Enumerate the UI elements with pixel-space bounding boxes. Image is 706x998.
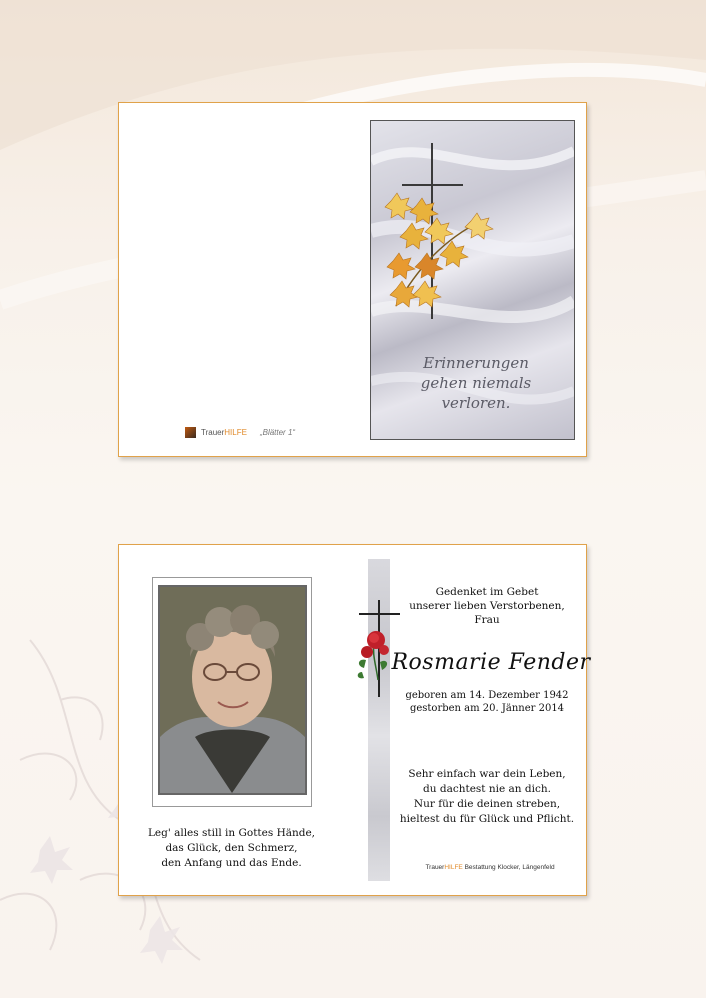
rose-icon — [358, 631, 389, 680]
front-back-card — [118, 102, 587, 457]
birth-date: geboren am 14. Dezember 1942 — [405, 690, 569, 701]
quote-line: Erinnerungen — [423, 354, 529, 372]
life-dates — [397, 689, 577, 715]
verse-line: Leg' alles still in Gottes Hände, — [147, 827, 316, 839]
intro-line: unserer lieben Verstorbenen, — [409, 600, 565, 612]
verse-line: das Glück, den Schmerz, — [165, 842, 298, 854]
intro-text — [397, 585, 577, 627]
poem-line: hieltest du für Glück und Pflicht. — [399, 813, 575, 825]
cover-quote — [391, 353, 561, 413]
brand-logo-icon — [185, 427, 196, 438]
portrait-illustration — [160, 587, 305, 793]
quote-line: gehen niemals — [420, 374, 532, 392]
portrait-photo — [158, 585, 307, 795]
poem — [397, 767, 577, 827]
item-code: „Blätter 1“ — [259, 427, 296, 437]
cover-image — [370, 120, 575, 440]
inside-card — [118, 544, 591, 896]
verse-line: den Anfang und das Ende. — [161, 857, 302, 869]
footer-brand-name: Trauer — [425, 864, 445, 871]
brand-accent: HILFE — [224, 427, 247, 437]
verse — [139, 826, 324, 871]
poem-line: du dachtest nie an dich. — [423, 783, 551, 795]
footer-text: Bestattung Klocker, Längenfeld — [462, 864, 555, 871]
poem-line: Sehr einfach war dein Leben, — [408, 768, 566, 780]
intro-line: Frau — [474, 614, 500, 626]
photo-frame — [152, 577, 312, 807]
death-date: gestorben am 20. Jänner 2014 — [409, 703, 565, 714]
footer-brand-accent: HILFE — [444, 864, 463, 871]
funeral-home-footer — [405, 864, 575, 871]
deceased-name: Rosmarie Fender — [391, 650, 591, 675]
quote-line: verloren. — [441, 394, 511, 412]
brand-name: Trauer — [201, 427, 225, 437]
poem-line: Nur für die deinen streben, — [413, 798, 561, 810]
brand-footer-small — [185, 425, 295, 439]
intro-line: Gedenket im Gebet — [435, 586, 539, 598]
